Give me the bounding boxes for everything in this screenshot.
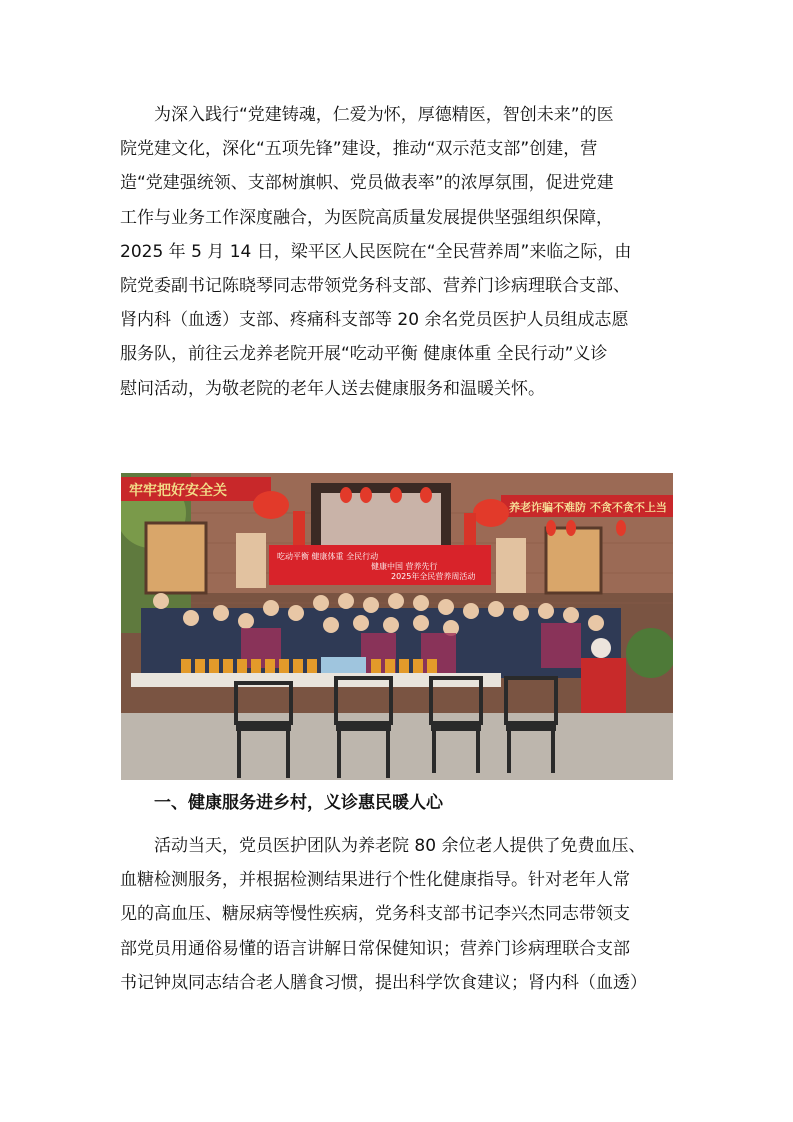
group-photo	[121, 473, 673, 780]
text-line: 书记钟岚同志结合老人膳食习惯，提出科学饮食建议；肾内科（血透）	[120, 972, 647, 993]
banner-center-line1: 吃动平衡 健康体重 全民行动	[277, 552, 379, 561]
text-line: 工作与业务工作深度融合，为医院高质量发展提供坚强组织保障，	[120, 207, 613, 228]
text-line: 2025 年 5 月 14 日，梁平区人民医院在“全民营养周”来临之际，由	[120, 241, 632, 262]
text-line: 部党员用通俗易懂的语言讲解日常保健知识；营养门诊病理联合支部	[120, 938, 630, 959]
text-line: 肾内科（血透）支部、疼痛科支部等 20 余名党员医护人员组成志愿	[120, 310, 629, 331]
text-line: 慰问活动，为敬老院的老年人送去健康服务和温暖关怀。	[120, 378, 545, 399]
intro-paragraph	[120, 98, 673, 406]
text-line: 活动当天，党员医护团队为养老院 80 余位老人提供了免费血压、	[154, 836, 646, 856]
text-line: 为深入践行“党建铸魂，仁爱为怀，厚德精医，智创未来”的医	[154, 105, 614, 125]
body-paragraph	[120, 829, 673, 1000]
banner-center-line2: 健康中国 营养先行	[371, 562, 438, 571]
section-heading: 一、健康服务进乡村，义诊惠民暖人心	[154, 793, 443, 813]
text-line: 造“党建强统领、支部树旗帜、党员做表率”的浓厚氛围，促进党建	[120, 173, 614, 194]
text-line: 院党委副书记陈晓琴同志带领党务科支部、营养门诊病理联合支部、	[120, 275, 630, 296]
group-photo-illustration	[121, 473, 673, 780]
text-line: 服务队，前往云龙养老院开展“吃动平衡 健康体重 全民行动”义诊	[120, 344, 608, 365]
text-line: 血糖检测服务，并根据检测结果进行个性化健康指导。针对老年人常	[120, 870, 630, 891]
banner-right-text: 养老诈骗不难防 不贪不贪不上当	[509, 501, 667, 514]
text-line: 院党建文化，深化“五项先锋”建设，推动“双示范支部”创建，营	[120, 139, 598, 160]
banner-left-text: 牢牢把好安全关	[129, 483, 227, 499]
banner-center-line3: 2025年全民营养周活动	[391, 572, 476, 581]
text-line: 见的高血压、糖尿病等慢性疾病，党务科支部书记李兴杰同志带领支	[120, 904, 630, 925]
